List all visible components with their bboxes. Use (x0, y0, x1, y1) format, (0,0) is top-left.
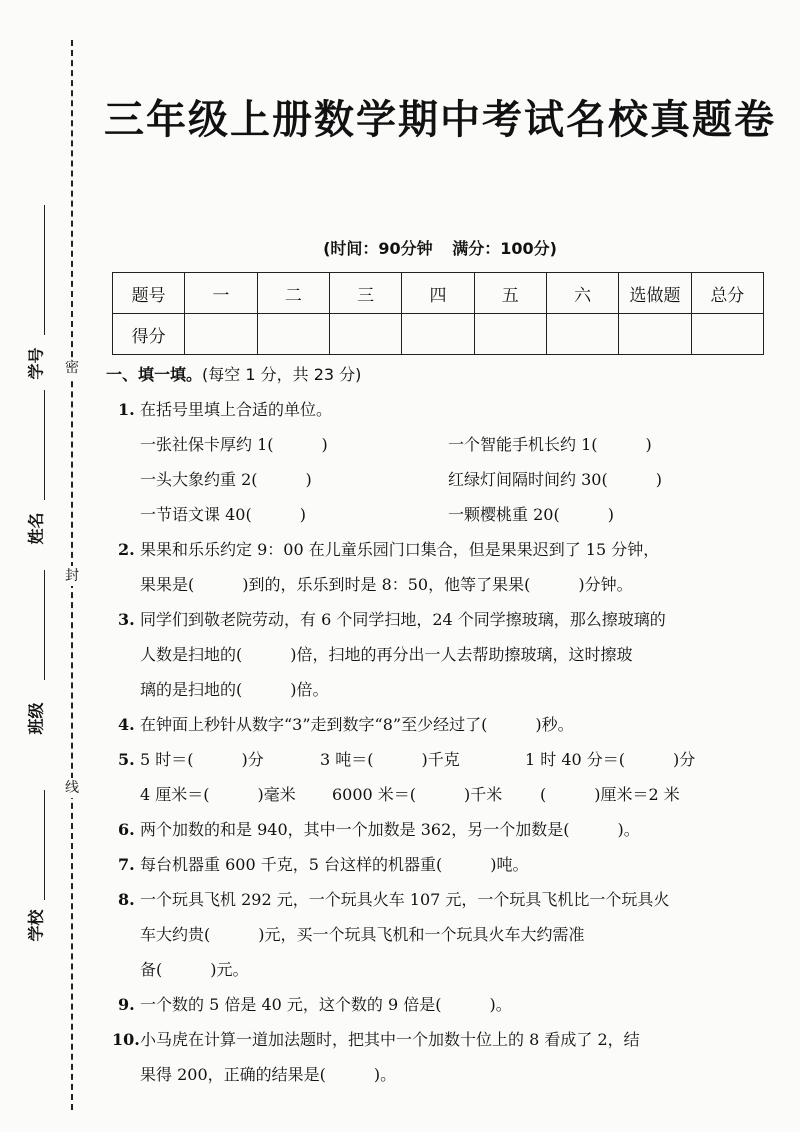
question-5-item: 5 时＝( )分 (140, 750, 264, 769)
exam-content (106, 358, 752, 1092)
student-id-label: 学号 (26, 347, 46, 380)
score-table-score-row (113, 314, 764, 355)
question-6 (112, 812, 752, 847)
question-5-item: 1 时 40 分＝( )分 (525, 750, 696, 769)
question-5 (112, 742, 752, 812)
question-1-row (140, 427, 752, 462)
section-1-score-note: (每空 1 分，共 23 分) (202, 365, 362, 384)
exam-time-score: (时间：90分钟 满分：100分) (323, 239, 557, 258)
score-blank-cell[interactable] (402, 314, 474, 355)
question-5-item: 3 吨＝( )千克 (320, 750, 460, 769)
question-1-item: 一颗樱桃重 20( ) (448, 505, 614, 524)
question-1-item: 红绿灯间隔时间约 30( ) (448, 470, 662, 489)
section-1-title: 一、填一填。 (106, 365, 203, 384)
score-blank-cell[interactable] (619, 314, 691, 355)
question-4 (112, 707, 752, 742)
question-line: 果果和乐乐约定 9：00 在儿童乐园门口集合，但是果果迟到了 15 分钟， (140, 540, 660, 559)
seal-mark-feng: 封 (62, 566, 82, 586)
question-number: 5. (118, 750, 135, 769)
school-label: 学校 (26, 909, 46, 942)
score-header-cell: 题号 (113, 273, 185, 314)
question-8 (112, 882, 752, 987)
question-number: 7. (118, 855, 135, 874)
question-7 (112, 847, 752, 882)
question-line: 人数是扫地的( )倍，扫地的再分出一人去帮助擦玻璃，这时擦玻 (140, 645, 633, 664)
score-blank-cell[interactable] (257, 314, 329, 355)
seal-mark-mi: 密 (62, 358, 82, 378)
question-1-item: 一节语文课 40( ) (140, 505, 306, 524)
question-5-row (140, 777, 752, 812)
question-5-item: ( )厘米＝2 米 (540, 785, 680, 804)
score-header-cell: 总分 (691, 273, 763, 314)
question-2 (112, 532, 752, 602)
class-label: 班级 (26, 702, 46, 735)
question-9 (112, 987, 752, 1022)
question-line: 车大约贵( )元，买一个玩具飞机和一个玩具火车大约需准 (140, 925, 585, 944)
question-5-row (140, 742, 752, 777)
question-1 (112, 392, 752, 532)
score-header-cell: 三 (329, 273, 401, 314)
score-blank-cell[interactable] (691, 314, 763, 355)
question-text: 在钟面上秒针从数字“3”走到数字“8”至少经过了( )秒。 (140, 715, 574, 734)
question-number: 4. (118, 715, 135, 734)
exam-title: 三年级上册数学期中考试名校真题卷 (104, 97, 776, 143)
question-3 (112, 602, 752, 707)
question-text: 每台机器重 600 千克，5 台这样的机器重( )吨。 (140, 855, 529, 874)
score-row-label: 得分 (113, 314, 185, 355)
student-name-label: 姓名 (26, 512, 46, 545)
question-1-row (140, 462, 752, 497)
score-blank-cell[interactable] (329, 314, 401, 355)
section-1-heading (106, 358, 752, 392)
question-text: 两个加数的和是 940，其中一个加数是 362，另一个加数是( )。 (140, 820, 640, 839)
score-header-cell: 选做题 (619, 273, 691, 314)
question-number: 8. (118, 890, 135, 909)
score-blank-cell[interactable] (546, 314, 618, 355)
score-table (112, 272, 764, 355)
question-number: 6. (118, 820, 135, 839)
school-line (44, 790, 45, 900)
score-header-cell: 二 (257, 273, 329, 314)
score-header-cell: 五 (474, 273, 546, 314)
question-number: 10. (112, 1030, 140, 1049)
student-name-line (44, 390, 45, 500)
question-number: 1. (118, 400, 135, 419)
score-blank-cell[interactable] (185, 314, 257, 355)
student-id-line (44, 205, 45, 335)
score-header-cell: 六 (546, 273, 618, 314)
question-1-item: 一头大象约重 2( ) (140, 470, 312, 489)
question-5-item: 6000 米＝( )千米 (332, 785, 503, 804)
question-text: 在括号里填上合适的单位。 (140, 400, 333, 419)
question-line: 璃的是扫地的( )倍。 (140, 680, 329, 699)
question-number: 9. (118, 995, 135, 1014)
question-line: 果得 200，正确的结果是( )。 (140, 1065, 397, 1084)
question-line: 同学们到敬老院劳动，有 6 个同学扫地，24 个同学擦玻璃，那么擦玻璃的 (140, 610, 666, 629)
question-5-item: 4 厘米＝( )毫米 (140, 785, 296, 804)
seal-mark-xian: 线 (62, 778, 82, 798)
question-text: 一个数的 5 倍是 40 元，这个数的 9 倍是( )。 (140, 995, 512, 1014)
score-header-cell: 一 (185, 273, 257, 314)
score-blank-cell[interactable] (474, 314, 546, 355)
question-line: 一个玩具飞机 292 元，一个玩具火车 107 元，一个玩具飞机比一个玩具火 (140, 890, 670, 909)
score-header-cell: 四 (402, 273, 474, 314)
question-1-row (140, 497, 752, 532)
question-1-item: 一个智能手机长约 1( ) (448, 435, 652, 454)
question-number: 2. (118, 540, 135, 559)
question-1-item: 一张社保卡厚约 1( ) (140, 435, 328, 454)
score-table-header-row (113, 273, 764, 314)
question-10 (112, 1022, 752, 1092)
question-number: 3. (118, 610, 135, 629)
class-line (44, 570, 45, 680)
question-line: 小马虎在计算一道加法题时，把其中一个加数十位上的 8 看成了 2，结 (140, 1030, 640, 1049)
question-line: 果果是( )到的，乐乐到时是 8：50，他等了果果( )分钟。 (140, 575, 633, 594)
question-line: 备( )元。 (140, 960, 249, 979)
